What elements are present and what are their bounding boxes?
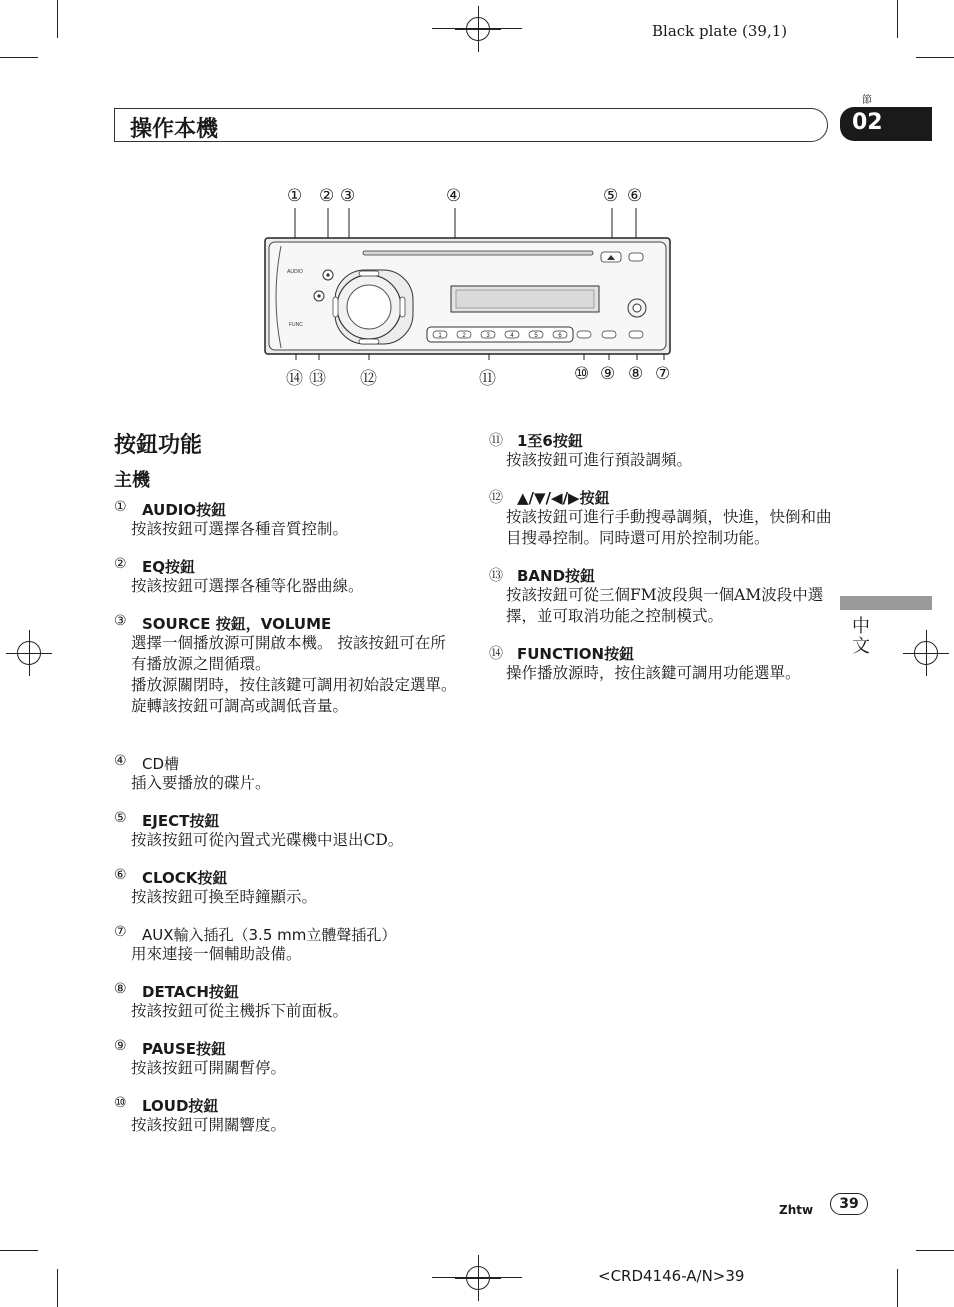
- language-tab-bar: [840, 596, 932, 610]
- item-number: ④: [114, 753, 127, 769]
- callout-top-3: ③: [340, 186, 356, 206]
- item-description: 按該按鈕可進行預設調頻。: [506, 451, 693, 469]
- registration-mark: [914, 641, 938, 665]
- loud-button: [577, 331, 591, 338]
- preset-button-3: 3: [486, 333, 490, 339]
- registration-mark: [466, 17, 490, 41]
- registration-mark: [17, 641, 41, 665]
- crop-mark: [57, 0, 58, 38]
- item-number: ⑫: [489, 490, 503, 506]
- section-number-badge: 02: [840, 107, 932, 141]
- callout-bottom-9: ⑨: [600, 364, 616, 384]
- section-heading: 按鈕功能: [114, 433, 203, 458]
- item-title: ▲/▼/◀/▶按鈕: [517, 489, 610, 507]
- item-title: AUDIO按鈕: [142, 501, 227, 519]
- item-title: LOUD按鈕: [142, 1097, 219, 1115]
- callout-top-5: ⑤: [603, 186, 619, 206]
- callout-bottom-13: ⑬: [309, 369, 326, 389]
- item-description: 按該按鈕可從主機拆下前面板。: [131, 1002, 349, 1020]
- callout-top-1: ①: [287, 186, 303, 206]
- callout-bottom-12: ⑫: [360, 369, 377, 389]
- item-title: CLOCK按鈕: [142, 869, 228, 887]
- head-unit-diagram: [255, 180, 680, 390]
- item-description: 按該按鈕可開關響度。: [131, 1116, 287, 1134]
- unit-body: [265, 238, 670, 354]
- registration-mark: [466, 1266, 490, 1290]
- callout-bottom-8: ⑧: [628, 364, 644, 384]
- crop-mark: [916, 57, 954, 58]
- crop-mark: [0, 1250, 38, 1251]
- item-number: ②: [114, 556, 127, 572]
- item-description: 插入要播放的碟片。: [131, 774, 271, 792]
- crop-mark: [897, 0, 898, 38]
- document-code: <CRD4146-A/N>39: [598, 1267, 745, 1285]
- item-description: 按該按鈕可從內置式光碟機中退出CD。: [131, 831, 404, 849]
- pause-button: [602, 331, 616, 338]
- preset-button-6: 6: [558, 333, 562, 339]
- unit-label-audio: AUDIO: [287, 269, 303, 275]
- item-number: ⑦: [114, 924, 127, 940]
- preset-button-1: 1: [438, 333, 442, 339]
- item-title: SOURCE 按鈕，VOLUME: [142, 615, 332, 633]
- preset-button-5: 5: [534, 333, 538, 339]
- page-number: 39: [830, 1193, 868, 1215]
- item-description: 按該按鈕可換至時鐘顯示。: [131, 888, 318, 906]
- subsection-heading: 主機: [114, 470, 150, 491]
- item-description: 按該按鈕可選擇各種等化器曲線。: [131, 577, 364, 595]
- item-title: 1至6按鈕: [517, 432, 583, 450]
- item-number: ⑤: [114, 810, 127, 826]
- item-number: ⑥: [114, 867, 127, 883]
- item-number: ⑨: [114, 1038, 127, 1054]
- item-number: ⑬: [489, 568, 503, 584]
- item-title: AUX輸入插孔（3.5 mm立體聲插孔）: [142, 926, 397, 944]
- crop-mark: [916, 1250, 954, 1251]
- crop-mark: [57, 1269, 58, 1307]
- item-title: EJECT按鈕: [142, 812, 220, 830]
- item-description: 操作播放源時，按住該鍵可調用功能選單。: [506, 664, 801, 682]
- item-title: DETACH按鈕: [142, 983, 239, 1001]
- page-title: 操作本機: [130, 117, 219, 142]
- callout-bottom-14: ⑭: [286, 369, 303, 389]
- preset-button-4: 4: [510, 333, 514, 339]
- preset-button-2: 2: [462, 333, 466, 339]
- item-number: ⑭: [489, 646, 503, 662]
- callout-bottom-10: ⑩: [574, 364, 590, 384]
- callout-top-6: ⑥: [627, 186, 643, 206]
- item-description: 選擇一個播放源可開啟本機。 按該按鈕可在所有播放源之間循環。 播放源關閉時，按住該鍵可調用初始設定選單。 旋轉該按鈕可調高或調低音量。: [131, 634, 457, 715]
- item-title: FUNCTION按鈕: [517, 645, 635, 663]
- clock-button: [629, 253, 643, 261]
- callout-bottom-7: ⑦: [655, 364, 671, 384]
- plate-label: Black plate (39,1): [652, 22, 788, 40]
- item-description: 按該按鈕可進行手動搜尋調頻，快進，快倒和曲目搜尋控制。同時還可用於控制功能。: [506, 508, 832, 547]
- callout-bottom-11: ⑪: [479, 369, 496, 389]
- detach-button: [629, 331, 643, 338]
- section-label: 節: [862, 95, 872, 106]
- item-title: BAND按鈕: [517, 567, 596, 585]
- item-title: CD槽: [142, 755, 180, 773]
- item-number: ①: [114, 499, 127, 515]
- item-title: EQ按鈕: [142, 558, 195, 576]
- item-description: 按該按鈕可選擇各種音質控制。: [131, 520, 349, 538]
- crop-mark: [0, 57, 38, 58]
- item-title: PAUSE按鈕: [142, 1040, 226, 1058]
- item-description: 用來連接一個輔助設備。: [131, 945, 302, 963]
- item-number: ⑩: [114, 1095, 127, 1111]
- title-bar: [114, 108, 828, 142]
- preset-bar: [427, 327, 573, 342]
- language-tab-label: 中文: [849, 616, 870, 656]
- callout-top-4: ④: [446, 186, 462, 206]
- unit-label-func: FUNC: [289, 322, 303, 328]
- crop-mark: [897, 1269, 898, 1307]
- item-description: 按該按鈕可從三個FM波段與一個AM波段中選擇，並可取消功能之控制模式。: [506, 586, 824, 625]
- item-number: ⑪: [489, 433, 503, 449]
- footer-language: Zhtw: [779, 1203, 814, 1217]
- callout-top-2: ②: [319, 186, 335, 206]
- cd-slot: [363, 251, 593, 255]
- item-number: ⑧: [114, 981, 127, 997]
- item-description: 按該按鈕可開關暫停。: [131, 1059, 287, 1077]
- item-number: ③: [114, 613, 127, 629]
